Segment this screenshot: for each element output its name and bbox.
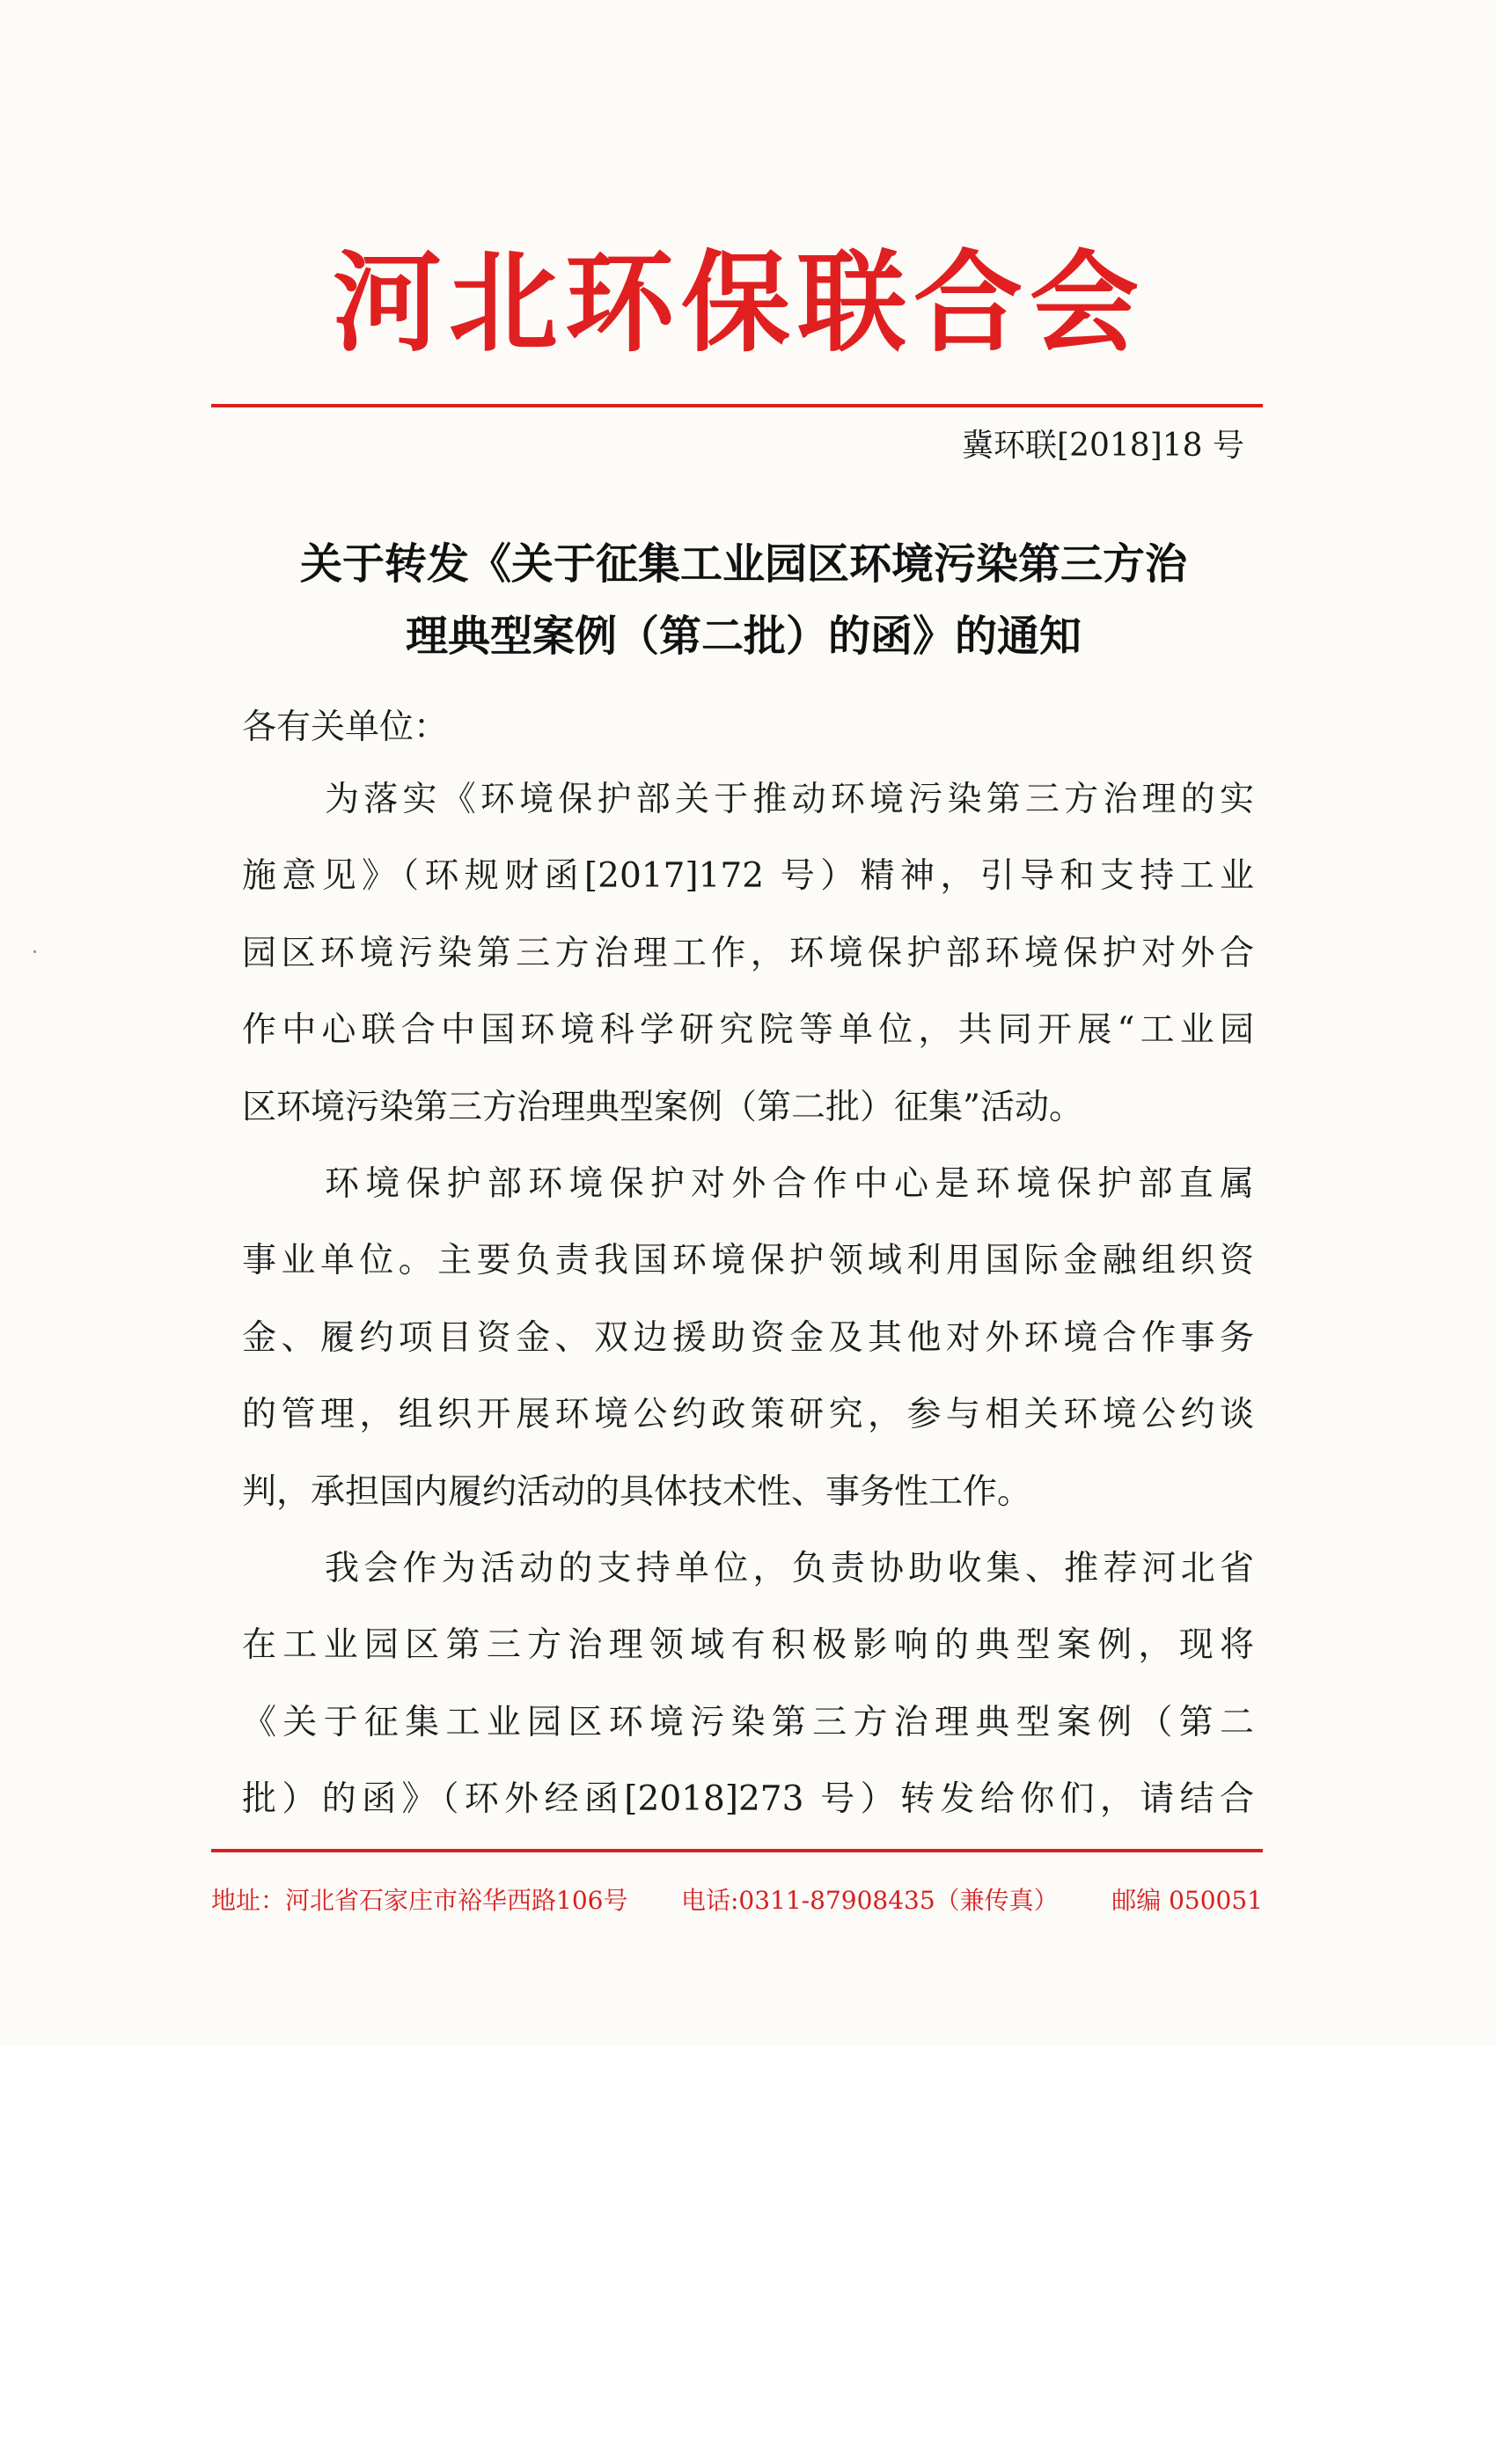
document-title-line: 关于转发《关于征集工业园区环境污染第三方治 bbox=[299, 539, 1187, 589]
footer-rule bbox=[211, 1849, 1263, 1852]
footer-postcode: 邮编 050051 bbox=[1111, 1886, 1263, 1915]
footer-phone: 电话:0311-87908435（兼传真） bbox=[680, 1886, 1059, 1915]
body-paragraph bbox=[242, 1530, 1254, 1838]
paragraph-line: 我会作为活动的支持单位，负责协助收集、推荐河北省 bbox=[325, 1548, 1254, 1588]
paragraph-line: 的管理，组织开展环境公约政策研究，参与相关环境公约谈 bbox=[242, 1395, 1254, 1435]
paragraph-line: 为落实《环境保护部关于推动环境污染第三方治理的实 bbox=[325, 780, 1254, 819]
paragraph-line: 施意见》（环规财函[2017]172 号）精神，引导和支持工业 bbox=[242, 856, 1254, 897]
paragraph-line: 批）的函》（环外经函[2018]273 号）转发给你们，请结合 bbox=[242, 1779, 1254, 1820]
paragraph-line: 在工业园区第三方治理领域有积极影响的典型案例，现将 bbox=[242, 1625, 1254, 1666]
paragraph-line: 区环境污染第三方治理典型案例（第二批）征集”活动。 bbox=[242, 1087, 1083, 1127]
document-title bbox=[224, 528, 1263, 672]
paragraph-line: 环境保护部环境保护对外合作中心是环境保护部直属 bbox=[325, 1163, 1254, 1204]
body-paragraph bbox=[242, 1146, 1254, 1530]
body-paragraph bbox=[242, 761, 1254, 1146]
paragraph-line: 园区环境污染第三方治理工作，环境保护部环境保护对外合 bbox=[242, 933, 1254, 973]
footer-address: 地址：河北省石家庄市裕华西路106号 bbox=[211, 1886, 628, 1915]
document-number: 冀环联[2018]18 号 bbox=[962, 428, 1244, 464]
scan-speck bbox=[33, 950, 36, 953]
paragraph-line: 判，承担国内履约活动的具体技术性、事务性工作。 bbox=[242, 1471, 1032, 1512]
document-title-line: 理典型案例（第二批）的函》的通知 bbox=[405, 612, 1082, 661]
paragraph-line: 事业单位。主要负责我国环境保护领域利用国际金融组织资 bbox=[242, 1241, 1254, 1281]
paragraph-line: 《关于征集工业园区环境污染第三方治理典型案例（第二 bbox=[242, 1702, 1254, 1742]
letterhead-footer bbox=[211, 1881, 1263, 1917]
letterhead-title: 河北环保联合会 bbox=[332, 239, 1146, 367]
paragraph-line: 金、履约项目资金、双边援助资金及其他对外环境合作事务 bbox=[242, 1317, 1254, 1358]
letterhead-top-rule bbox=[211, 404, 1263, 407]
paragraph-line: 作中心联合中国环境科学研究院等单位，共同开展“工业园 bbox=[242, 1010, 1254, 1051]
document-body bbox=[242, 761, 1254, 1837]
salutation: 各有关单位： bbox=[242, 708, 449, 747]
